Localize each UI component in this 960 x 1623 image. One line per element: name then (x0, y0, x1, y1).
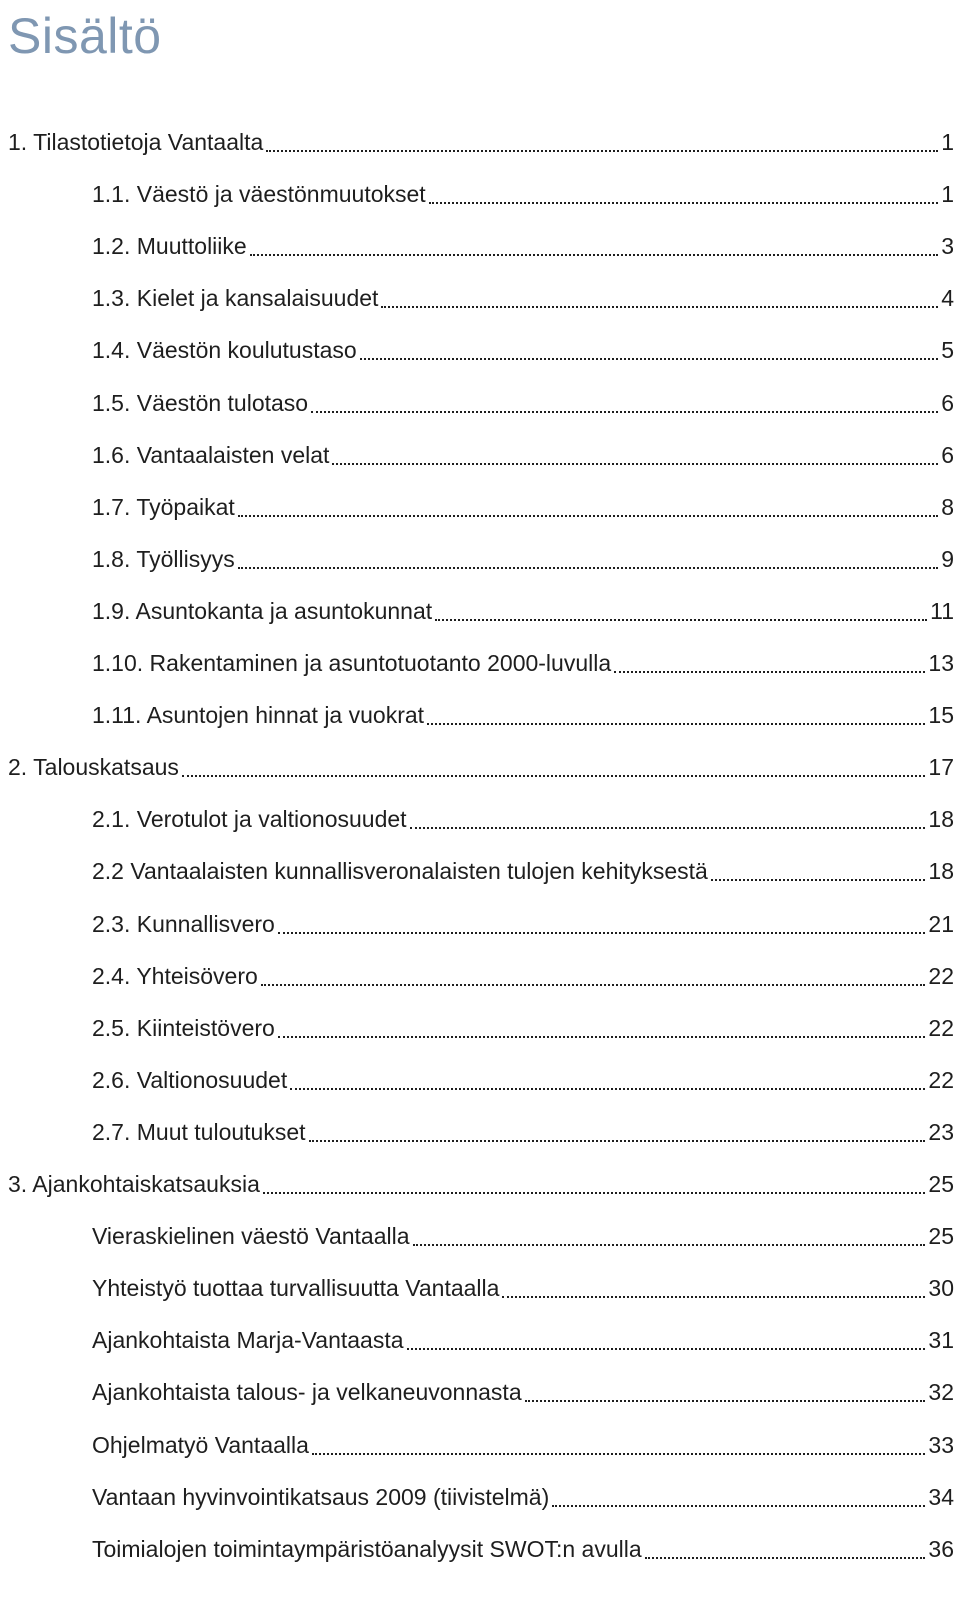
toc-entry[interactable] (92, 1529, 954, 1569)
dot-leader (311, 399, 938, 413)
toc-entry-page-number: 21 (928, 911, 954, 937)
dot-leader (312, 1441, 925, 1455)
toc-entry-label: 1.6. Vantaalaisten velat (92, 442, 330, 468)
toc-entry[interactable] (92, 435, 954, 475)
dot-leader (332, 451, 938, 465)
toc-entry-page-number: 1 (941, 181, 954, 207)
toc-entry-label: 1.3. Kielet ja kansalaisuudet (92, 285, 379, 311)
dot-leader (182, 763, 926, 777)
page-title: Sisältö (8, 8, 162, 64)
toc-entry-label: 3. Ajankohtaiskatsauksia (8, 1171, 260, 1197)
toc-entry-label: 1.9. Asuntokanta ja asuntokunnat (92, 598, 433, 624)
toc-entry[interactable] (92, 330, 954, 370)
toc-entry-page-number: 5 (941, 337, 954, 363)
dot-leader (410, 815, 926, 829)
toc-entry-label: 2.5. Kiinteistövero (92, 1015, 275, 1041)
toc-entry-page-number: 11 (930, 598, 954, 624)
dot-leader (309, 1128, 926, 1142)
toc-entry-label: 1.7. Työpaikat (92, 494, 235, 520)
dot-leader (266, 138, 938, 152)
toc-entry-label: Ajankohtaista talous- ja velkaneuvonnasta (92, 1379, 522, 1405)
dot-leader (427, 711, 925, 725)
toc-entry-page-number: 22 (928, 963, 954, 989)
toc-entry-page-number: 4 (941, 285, 954, 311)
toc-entry-page-number: 32 (928, 1379, 954, 1405)
toc-entry[interactable] (92, 539, 954, 579)
toc-entry-label: 1. Tilastotietoja Vantaalta (8, 129, 264, 155)
dot-leader (360, 346, 939, 360)
toc-entry-label: Ajankohtaista Marja-Vantaasta (92, 1327, 404, 1353)
dot-leader (502, 1284, 925, 1298)
toc-entry-page-number: 17 (928, 754, 954, 780)
dot-leader (429, 190, 939, 204)
toc-entry-label: Vantaan hyvinvointikatsaus 2009 (tiivistelmä) (92, 1484, 550, 1510)
toc-entry[interactable] (92, 174, 954, 214)
toc-entry-label: Ohjelmatyö Vantaalla (92, 1432, 309, 1458)
dot-leader (238, 503, 938, 517)
toc-entry-label: 1.4. Väestön koulutustaso (92, 337, 357, 363)
toc-entry-page-number: 13 (928, 650, 954, 676)
toc-entry-label: 2.7. Muut tuloutukset (92, 1119, 306, 1145)
dot-leader (278, 920, 926, 934)
toc-entry-label: 1.10. Rakentaminen ja asuntotuotanto 2000-luvulla (92, 650, 612, 676)
toc-entry[interactable] (92, 1477, 954, 1517)
toc-entry-page-number: 34 (928, 1484, 954, 1510)
toc-entry-label: 2. Talouskatsaus (8, 754, 179, 780)
toc-entry-page-number: 25 (928, 1223, 954, 1249)
toc-entry[interactable] (92, 1216, 954, 1256)
toc-entry[interactable] (92, 1372, 954, 1412)
toc-entry[interactable] (92, 956, 954, 996)
toc-entry-page-number: 9 (941, 546, 954, 572)
toc-entry-page-number: 3 (941, 233, 954, 259)
dot-leader (413, 1232, 926, 1246)
toc-entry-page-number: 22 (928, 1015, 954, 1041)
dot-leader (381, 294, 938, 308)
dot-leader (645, 1545, 926, 1559)
toc-entry[interactable] (92, 226, 954, 266)
toc-entry[interactable] (8, 1164, 954, 1204)
toc-entry-page-number: 18 (928, 806, 954, 832)
toc-entry-page-number: 23 (928, 1119, 954, 1145)
toc-entry-page-number: 18 (928, 858, 954, 884)
toc-entry[interactable] (92, 904, 954, 944)
toc-entry-label: Vieraskielinen väestö Vantaalla (92, 1223, 410, 1249)
toc-entry-label: 1.2. Muuttoliike (92, 233, 247, 259)
dot-leader (525, 1388, 926, 1402)
dot-leader (263, 1180, 926, 1194)
toc-entry[interactable] (92, 799, 954, 839)
toc-entry-page-number: 8 (941, 494, 954, 520)
toc-entry-label: 1.5. Väestön tulotaso (92, 390, 309, 416)
toc-entry-page-number: 6 (941, 390, 954, 416)
toc-entry[interactable] (92, 1060, 954, 1100)
toc-entry-label: 2.2 Vantaalaisten kunnallisveronalaisten tulojen kehityksestä (92, 858, 708, 884)
toc-entry-label: 2.6. Valtionosuudet (92, 1067, 288, 1093)
toc-entry-page-number: 22 (928, 1067, 954, 1093)
toc-entry[interactable] (8, 122, 954, 162)
toc-entry[interactable] (92, 1320, 954, 1360)
dot-leader (407, 1336, 926, 1350)
toc-entry-page-number: 6 (941, 442, 954, 468)
toc-entry[interactable] (92, 383, 954, 423)
toc-entry-label: Toimialojen toimintaympäristöanalyysit SWOT:n avulla (92, 1536, 642, 1562)
toc-entry-label: Yhteistyö tuottaa turvallisuutta Vantaalla (92, 1275, 500, 1301)
dot-leader (278, 1024, 926, 1038)
toc-entry-page-number: 15 (928, 702, 954, 728)
toc-entry-label: 2.4. Yhteisövero (92, 963, 258, 989)
toc-entry[interactable] (92, 1112, 954, 1152)
toc-entry-label: 2.1. Verotulot ja valtionosuudet (92, 806, 407, 832)
toc-entry-label: 1.1. Väestö ja väestönmuutokset (92, 181, 426, 207)
toc-entry[interactable] (92, 643, 954, 683)
dot-leader (238, 555, 938, 569)
toc-entry[interactable] (8, 747, 954, 787)
toc-entry[interactable] (92, 278, 954, 318)
dot-leader (711, 867, 926, 881)
dot-leader (435, 607, 927, 621)
toc-entry[interactable] (92, 695, 954, 735)
dot-leader (290, 1076, 925, 1090)
toc-entry-page-number: 31 (928, 1327, 954, 1353)
toc-entry[interactable] (92, 591, 954, 631)
toc-entry-page-number: 1 (941, 129, 954, 155)
toc-entry-label: 1.11. Asuntojen hinnat ja vuokrat (92, 702, 425, 728)
dot-leader (552, 1493, 925, 1507)
toc-entry-label: 2.3. Kunnallisvero (92, 911, 275, 937)
toc-entry[interactable] (92, 851, 954, 891)
toc-entry-label: 1.8. Työllisyys (92, 546, 235, 572)
toc-entry-page-number: 25 (928, 1171, 954, 1197)
toc-entry[interactable] (92, 487, 954, 527)
toc-entry-page-number: 30 (928, 1275, 954, 1301)
dot-leader (250, 242, 939, 256)
toc-entry[interactable] (92, 1008, 954, 1048)
dot-leader (614, 659, 925, 673)
toc-entry-page-number: 36 (928, 1536, 954, 1562)
dot-leader (261, 972, 926, 986)
toc-entry[interactable] (92, 1425, 954, 1465)
toc-entry-page-number: 33 (928, 1432, 954, 1458)
toc-entry[interactable] (92, 1268, 954, 1308)
